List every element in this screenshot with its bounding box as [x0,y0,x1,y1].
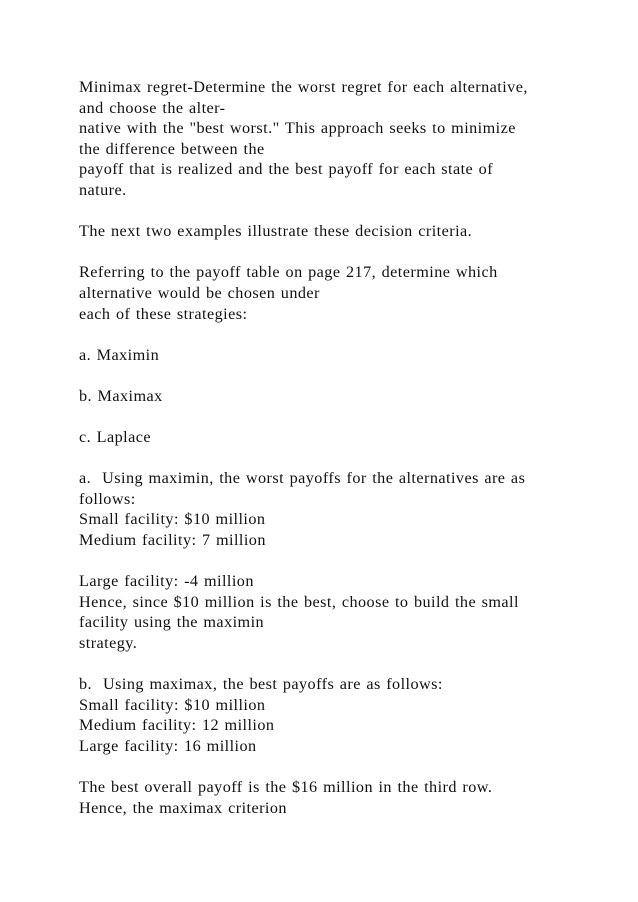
body-line: alternative would be chosen under [79,283,320,302]
blank-line [79,654,619,675]
body-line: Minimax regret-Determine the worst regret for each alternative, [79,78,528,96]
payoff-line: Small facility: $10 million [79,695,266,714]
body-line: the difference between the [79,139,265,158]
payoff-line: Medium facility: 7 million [79,531,266,550]
blank-line [79,407,619,428]
strategy-item: c. Laplace [79,428,151,447]
body-line: follows: [79,489,136,508]
body-line: Referring to the payoff table on page 217, determine which [79,263,498,282]
strategy-item: a. Maximin [79,345,160,364]
body-line: strategy. [79,634,138,653]
blank-line [79,201,619,222]
body-line: nature. [79,180,127,199]
body-line: The next two examples illustrate these decision criteria. [79,222,473,241]
body-line: native with the "best worst." This approach seeks to minimize [79,119,516,138]
payoff-line: Medium facility: 12 million [79,716,275,735]
body-line: The best overall payoff is the $16 million in the third row. [79,778,493,797]
strategy-item: b. Maximax [79,386,163,405]
blank-line [79,448,619,469]
body-line: Hence, since $10 million is the best, choose to build the small [79,592,519,611]
blank-line [79,757,619,778]
blank-line [79,551,619,572]
body-line: facility using the maximin [79,613,265,632]
body-line: a. Using maximin, the worst payoffs for the alternatives are as [79,469,526,488]
body-line: each of these strategies: [79,304,248,323]
blank-line [79,365,619,386]
body-line: payoff that is realized and the best payoff for each state of [79,160,494,179]
blank-line [79,242,619,263]
payoff-line: Large facility: -4 million [79,572,254,591]
body-line: b. Using maximax, the best payoffs are as follows: [79,675,443,694]
body-line: and choose the alter- [79,98,226,117]
blank-line [79,324,619,345]
payoff-line: Small facility: $10 million [79,510,266,529]
payoff-line: Large facility: 16 million [79,737,257,755]
body-line: Hence, the maximax criterion [79,798,287,817]
document-body [79,77,619,818]
